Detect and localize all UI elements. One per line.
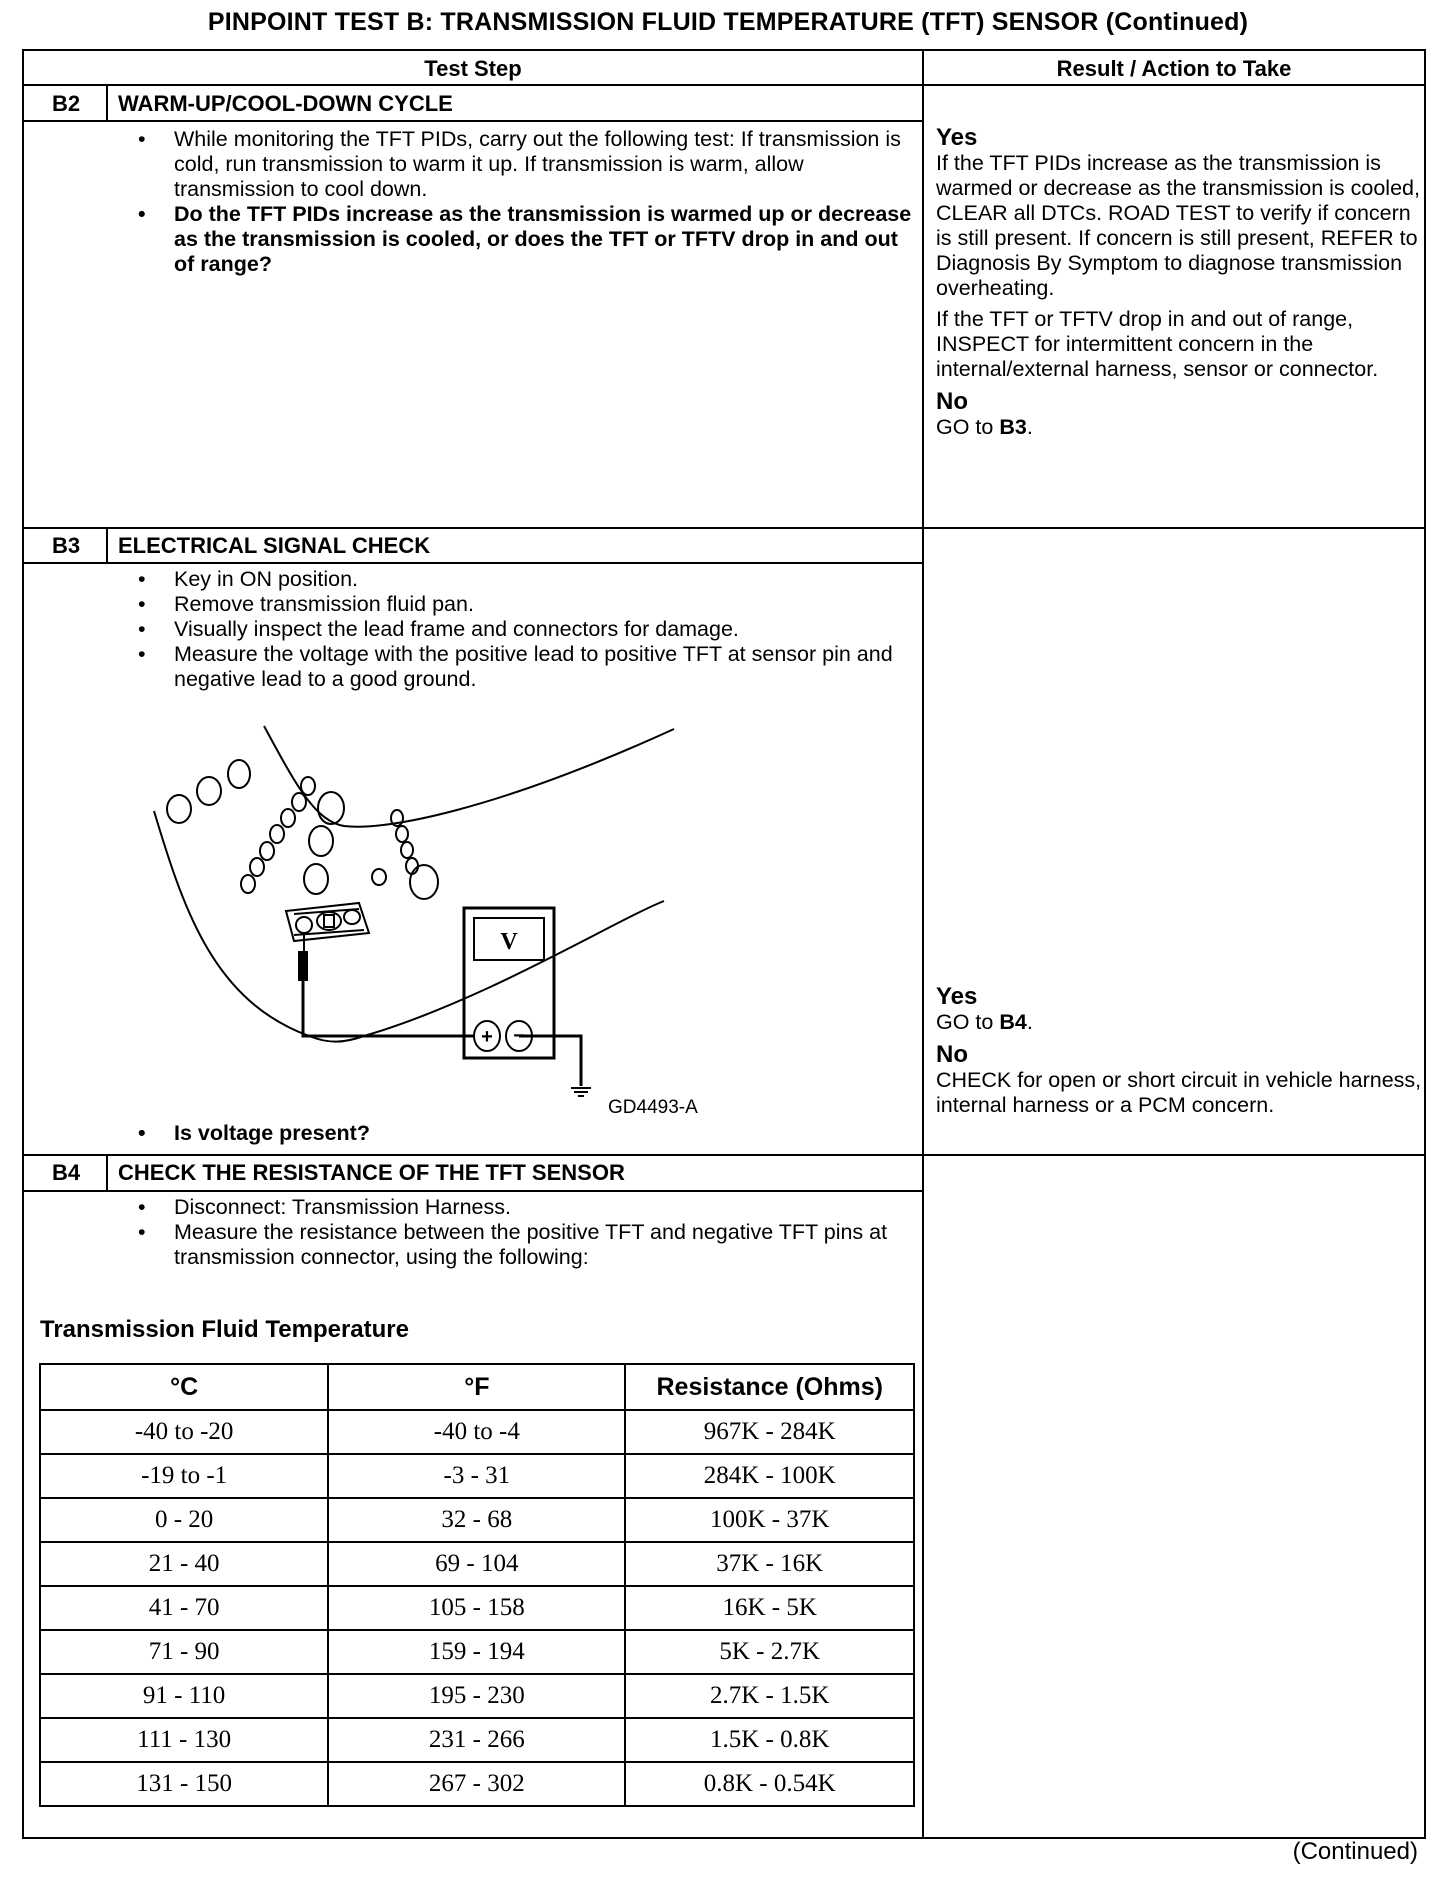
yes-label: Yes	[936, 124, 978, 151]
table-row	[40, 1586, 914, 1630]
no-action: CHECK for open or short circuit in vehicle harness, internal harness or a PCM concern.	[936, 1068, 1422, 1117]
column-divider	[922, 51, 924, 1837]
step-b3-instructions	[132, 567, 912, 692]
cell-celsius: 111 - 130	[40, 1718, 328, 1762]
cell-celsius: 91 - 110	[40, 1674, 328, 1718]
tft-sensor-connector	[286, 903, 369, 941]
instruction-item: • While monitoring the TFT PIDs, carry out the following test: If transmission is cold, run transmission to warm it up. If transmission is warm, allow transmission to cool down.	[132, 127, 912, 202]
cell-resistance: 1.5K - 0.8K	[625, 1718, 914, 1762]
step-title-b4: CHECK THE RESISTANCE OF THE TFT SENSOR	[118, 1160, 625, 1185]
step-title-b2: WARM-UP/COOL-DOWN CYCLE	[118, 91, 453, 116]
yes-action-2: If the TFT or TFTV drop in and out of range, INSPECT for intermittent concern in the internal/external harness, sensor or connector.	[936, 307, 1379, 381]
cell-fahrenheit: 32 - 68	[328, 1498, 625, 1542]
table-row	[40, 1542, 914, 1586]
no-action-text: GO to	[936, 415, 1000, 439]
yes-action-1: If the TFT PIDs increase as the transmission is warmed or decrease as the transmission is cooled, CLEAR all DTCs. ROAD TEST to verify if concern is still present. If concern is still present, REFER to Diagnosis By Symptom to diagnose transmission overheating.	[936, 151, 1420, 300]
table-row	[40, 1718, 914, 1762]
cell-resistance: 0.8K - 0.54K	[625, 1762, 914, 1806]
plus-symbol: +	[481, 1026, 493, 1048]
step-b2-results	[936, 124, 1422, 446]
cell-resistance: 100K - 37K	[625, 1498, 914, 1542]
minus-symbol: −	[513, 1025, 525, 1047]
yes-label: Yes	[936, 983, 978, 1010]
continued-footer: (Continued)	[1292, 1838, 1418, 1865]
cell-celsius: 131 - 150	[40, 1762, 328, 1806]
voltmeter-label: V	[500, 929, 518, 955]
column-header-test-step: Test Step	[424, 56, 522, 81]
cell-resistance: 2.7K - 1.5K	[625, 1674, 914, 1718]
probe-tip-icon	[298, 951, 308, 981]
step-number-b3: B3	[51, 533, 81, 558]
instruction-item: • Disconnect: Transmission Harness.	[132, 1195, 912, 1220]
voltage-measurement-diagram	[144, 711, 794, 1131]
figure-code: GD4493-A	[608, 1097, 698, 1118]
column-header-result: Result / Action to Take	[1056, 56, 1292, 81]
step-number-b4: B4	[51, 1160, 81, 1185]
no-label: No	[936, 1041, 968, 1068]
step-number-b2: B2	[51, 91, 81, 116]
valve-body-outline-lower	[154, 811, 664, 1042]
yes-action-text: GO to	[936, 1010, 1000, 1034]
table-header-row	[40, 1364, 914, 1410]
tft-resistance-table	[39, 1363, 915, 1807]
table-row	[40, 1498, 914, 1542]
instruction-question: • Is voltage present?	[132, 1121, 912, 1146]
cell-celsius: 41 - 70	[40, 1586, 328, 1630]
cell-fahrenheit: 159 - 194	[328, 1630, 625, 1674]
cell-fahrenheit: 105 - 158	[328, 1586, 625, 1630]
table-row	[40, 1630, 914, 1674]
cell-celsius: 21 - 40	[40, 1542, 328, 1586]
cell-fahrenheit: 69 - 104	[328, 1542, 625, 1586]
negative-lead	[519, 1036, 581, 1086]
cell-resistance: 967K - 284K	[625, 1410, 914, 1454]
valve-body-holes	[167, 760, 438, 899]
cell-resistance: 16K - 5K	[625, 1586, 914, 1630]
yes-action	[936, 1010, 1422, 1035]
cell-celsius: 0 - 20	[40, 1498, 328, 1542]
no-action-suffix: .	[1026, 415, 1033, 439]
valve-body-outline-upper	[264, 726, 674, 827]
instruction-item: • Measure the resistance between the positive TFT and negative TFT pins at transmission connector, using the following:	[132, 1220, 912, 1270]
step-b3-question	[132, 1121, 912, 1146]
goto-b4-link[interactable]: B4	[999, 1010, 1027, 1034]
cell-fahrenheit: 267 - 302	[328, 1762, 625, 1806]
yes-action-suffix: .	[1026, 1010, 1033, 1034]
cell-resistance: 284K - 100K	[625, 1454, 914, 1498]
cell-fahrenheit: 195 - 230	[328, 1674, 625, 1718]
ground-icon	[571, 1088, 591, 1096]
cell-resistance: 37K - 16K	[625, 1542, 914, 1586]
instruction-item: • Key in ON position.	[132, 567, 912, 592]
page-title: PINPOINT TEST B: TRANSMISSION FLUID TEMPERATURE (TFT) SENSOR (Continued)	[207, 8, 1249, 36]
no-action	[936, 415, 1422, 440]
step-b3-results	[936, 983, 1422, 1124]
step-title-b3: ELECTRICAL SIGNAL CHECK	[118, 533, 431, 558]
step-b4-instructions	[132, 1195, 912, 1270]
step-b2-instructions	[132, 127, 912, 277]
tft-table-title: Transmission Fluid Temperature	[40, 1316, 409, 1343]
instruction-item: • Measure the voltage with the positive lead to positive TFT at sensor pin and negative lead to a good ground.	[132, 642, 912, 692]
instruction-question: • Do the TFT PIDs increase as the transmission is warmed up or decrease as the transmission is cooled, or does the TFT or TFTV drop in and out of range?	[132, 202, 912, 277]
no-label: No	[936, 388, 968, 415]
instruction-item: • Visually inspect the lead frame and connectors for damage.	[132, 617, 912, 642]
goto-b3-link[interactable]: B3	[999, 415, 1027, 439]
cell-celsius: -40 to -20	[40, 1410, 328, 1454]
header-fahrenheit: °F	[328, 1364, 625, 1410]
cell-fahrenheit: -40 to -4	[328, 1410, 625, 1454]
cell-celsius: 71 - 90	[40, 1630, 328, 1674]
header-celsius: °C	[40, 1364, 328, 1410]
table-row	[40, 1762, 914, 1806]
table-row	[40, 1410, 914, 1454]
cell-fahrenheit: 231 - 266	[328, 1718, 625, 1762]
pinpoint-test-table	[22, 49, 1426, 1839]
cell-fahrenheit: -3 - 31	[328, 1454, 625, 1498]
instruction-item: • Remove transmission fluid pan.	[132, 592, 912, 617]
table-row	[40, 1674, 914, 1718]
cell-resistance: 5K - 2.7K	[625, 1630, 914, 1674]
header-resistance: Resistance (Ohms)	[625, 1364, 914, 1410]
table-row	[40, 1454, 914, 1498]
cell-celsius: -19 to -1	[40, 1454, 328, 1498]
